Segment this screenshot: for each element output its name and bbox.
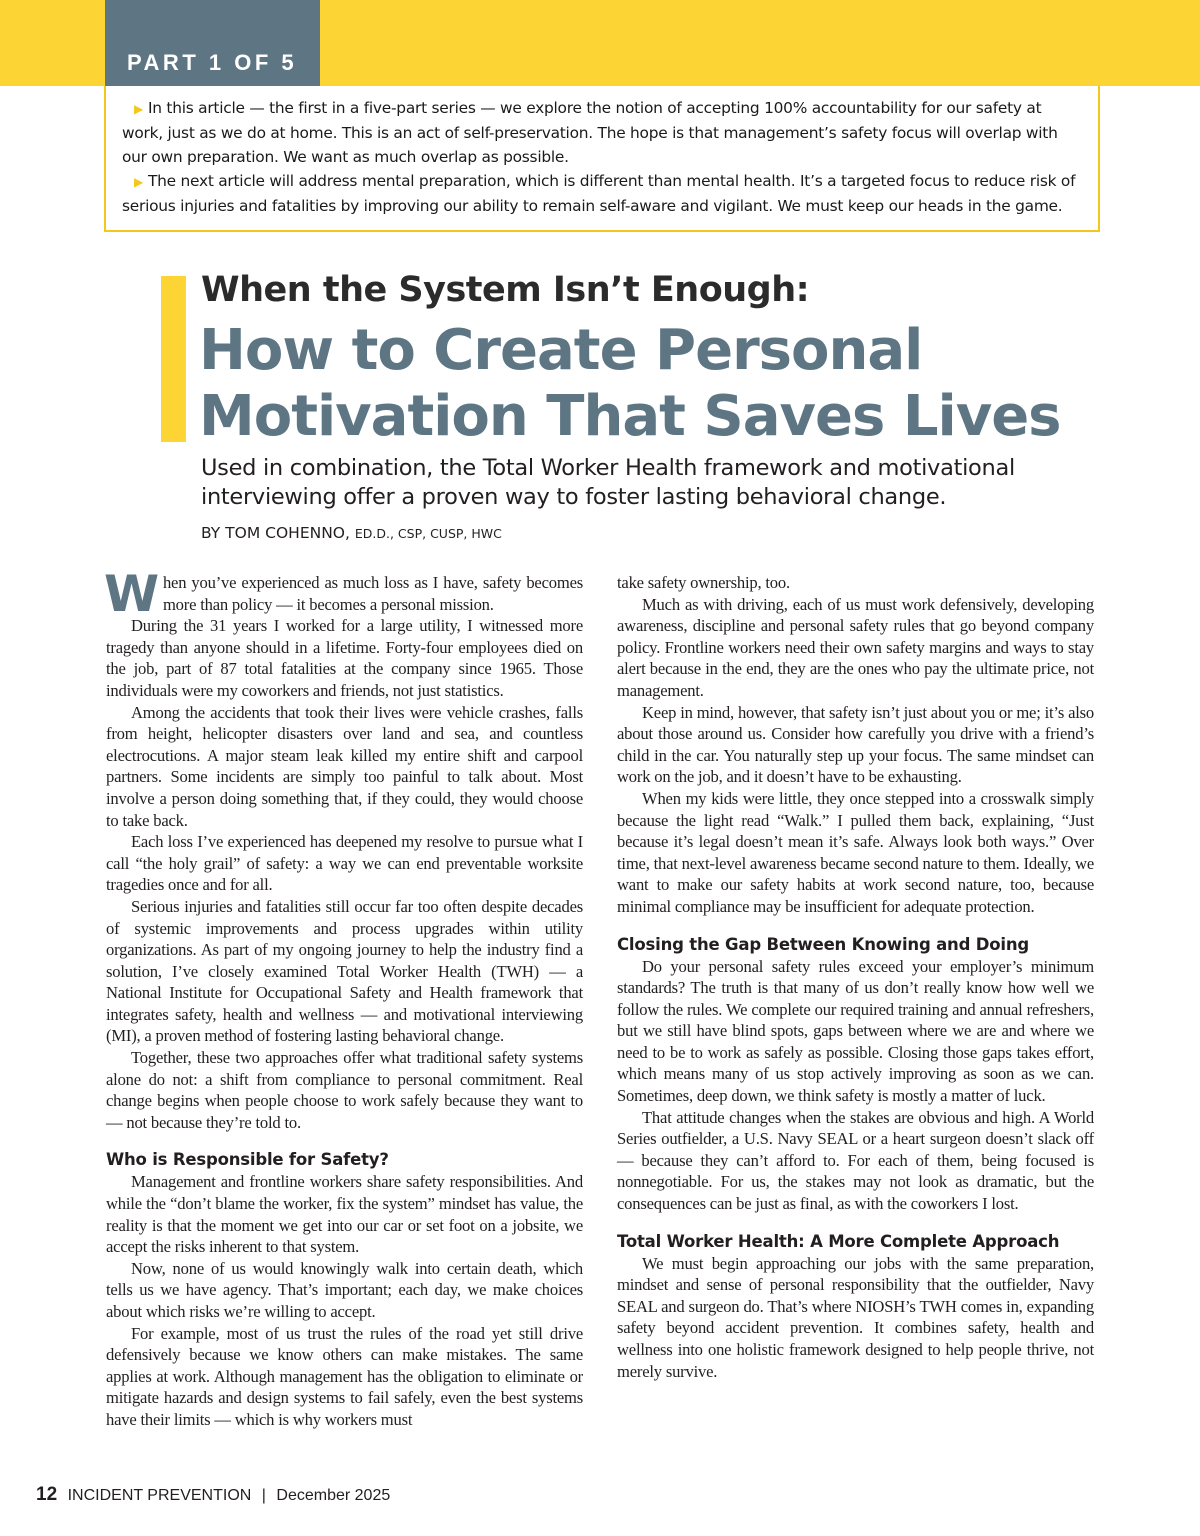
page-number: 12 bbox=[36, 1484, 58, 1505]
intro-summary-box bbox=[104, 86, 1100, 232]
right-column bbox=[617, 572, 1094, 1382]
intro-bullet-1-text: In this article — the first in a five-part series — we explore the notion of accepting 100% accountability for our safety at work, just as we do at home. This is an act of self-preservation. The hope is that management’s safety focus will overlap with our own preparation. We want as much overlap as possible. bbox=[122, 99, 1058, 166]
body-paragraph: Keep in mind, however, that safety isn’t just about you or me; it’s also about those around us. Consider how carefully you drive with a friend’s child in the car. You naturally step up your focus. The same mindset can work on the job, and it doesn’t have to be exhausting. bbox=[617, 702, 1094, 787]
body-paragraph: Much as with driving, each of us must work defensively, developing awareness, discipline and personal safety rules that go beyond company policy. Frontline workers need their own safety margins and ways to stay alert because in the end, they are the ones who pay the ultimate price, not management. bbox=[617, 594, 1094, 700]
drop-cap: W bbox=[104, 565, 159, 623]
byline-credentials: ED.D., CSP, CUSP, HWC bbox=[354, 526, 502, 541]
intro-bullet-1 bbox=[122, 96, 1080, 169]
left-column bbox=[104, 565, 583, 1431]
body-paragraph: We must begin approaching our jobs with the same preparation, mindset and sense of personal responsibility that the outfielder, Navy SEAL and surgeon do. That’s where NIOSH’s TWH comes in, expanding safety beyond accident prevention. It combines safety, health and wellness into one holistic framework designed to help people thrive, not merely survive. bbox=[617, 1253, 1094, 1381]
issue-date: December 2025 bbox=[276, 1487, 391, 1504]
body-paragraph: Together, these two approaches offer what traditional safety systems alone do not: a shift from compliance to personal commitment. Real change begins when people choose to work safely because they want to — not because they’re told to. bbox=[106, 1048, 583, 1132]
body-paragraph: For example, most of us trust the rules of the road yet still drive defensively because we know others can make mistakes. The same applies at work. Although management has the obligation to eliminate or mitigate hazards and design systems to fail safely, even the best systems have their limits — which is why workers must bbox=[106, 1323, 583, 1429]
part-label bbox=[105, 0, 320, 86]
byline-name: BY TOM COHENNO, bbox=[201, 524, 350, 542]
body-paragraph: Serious injuries and fatalities still occur far too often despite decades of systemic improvements and process upgrades within utility organizations. As part of my ongoing journey to help the industry find a solution, I’ve closely examined Total Worker Health (TWH) — a National Institute for Occupational Safety and Health framework that integrates safety, health and wellness — and motivational interviewing (MI), a proven method of fostering lasting behavioral change. bbox=[106, 896, 583, 1046]
intro-bullet-2-text: The next article will address mental preparation, which is different than mental health. It’s a targeted focus to reduce risk of serious injuries and fatalities by improving our ability to remain self-aware and vigilant. We must keep our heads in the game. bbox=[122, 172, 1076, 215]
publication-name: INCIDENT PREVENTION bbox=[67, 1487, 252, 1504]
opening-paragraph bbox=[104, 565, 583, 623]
body-paragraph: Management and frontline workers share safety responsibilities. And while the “don’t blame the worker, fix the system” mindset has value, the reality is that the moment we get into our car or set foot on a jobsite, we accept the risks inherent to that system. bbox=[106, 1172, 583, 1257]
intro-bullet-2 bbox=[122, 169, 1080, 218]
footer-separator: | bbox=[261, 1487, 266, 1504]
body-paragraph: Now, none of us would knowingly walk into certain death, which tells us we have agency. That’s important; each day, we make choices about which risks we’re willing to accept. bbox=[106, 1258, 583, 1321]
triangle-bullet-icon: ▶ bbox=[134, 102, 143, 116]
body-paragraph: Each loss I’ve experienced has deepened my resolve to pursue what I call “the holy grail” of safety: a way we can end preventable worksite tragedies once and for all. bbox=[106, 832, 583, 895]
article-headline: How to Create Personal Motivation That Saves Lives bbox=[199, 318, 1061, 449]
headline-accent-bar bbox=[161, 276, 186, 442]
page-footer bbox=[36, 1484, 390, 1506]
body-paragraph: Do your personal safety rules exceed your employer’s minimum standards? The truth is that many of us don’t really know how well we follow the rules. We complete our required training and annual refreshers, but we still have blind spots, gaps between where we are and where we need to be to work as safely as possible. Closing those gaps takes effort, which means many of us stop actively improving as soon as we can. Sometimes, deep down, we think safety is mostly a matter of luck. bbox=[617, 956, 1094, 1106]
article-kicker: When the System Isn’t Enough: bbox=[201, 270, 810, 310]
section-heading-closing-gap: Closing the Gap Between Knowing and Doing bbox=[617, 934, 1030, 954]
opening-paragraph-text: hen you’ve experienced as much loss as I have, safety becomes more than policy — it becomes a personal mission. bbox=[162, 573, 583, 614]
section-heading-responsibility: Who is Responsible for Safety? bbox=[106, 1150, 389, 1170]
article-deck: Used in combination, the Total Worker Health framework and motivational interviewing offer a proven way to foster lasting behavioral change. bbox=[201, 455, 1015, 510]
body-paragraph: During the 31 years I worked for a large utility, I witnessed more tragedy than anyone should in a lifetime. Forty-four employees died on the job, part of 87 total fatalities at the company since 1965. Those individuals were my coworkers and friends, not just statistics. bbox=[106, 616, 583, 700]
triangle-bullet-icon: ▶ bbox=[134, 175, 143, 189]
body-paragraph: When my kids were little, they once stepped into a crosswalk simply because the light read “Walk.” I pulled them back, explaining, “Just because it’s legal doesn’t mean it’s safe. Always look both ways.” Over time, that next-level awareness became second nature to them. Ideally, we want to make our safety habits at work second nature, too, because minimal compliance may be insufficient for adequate protection. bbox=[617, 788, 1094, 916]
continued-paragraph: take safety ownership, too. bbox=[617, 573, 790, 592]
section-heading-twh: Total Worker Health: A More Complete Approach bbox=[617, 1231, 1060, 1251]
body-paragraph: Among the accidents that took their lives were vehicle crashes, falls from height, helicopter disasters over land and sea, and countless electrocutions. A major steam leak killed my entire shift and carpool partners. Some incidents are simply too painful to talk about. Most involve a person doing something that, if they could, they would choose to take back. bbox=[106, 702, 583, 830]
part-label-text: PART 1 OF 5 bbox=[127, 50, 298, 75]
body-paragraph: That attitude changes when the stakes are obvious and high. A World Series outfielder, a U.S. Navy SEAL or a heart surgeon doesn’t slack off — because they can’t afford to. For each of them, being focused is nonnegotiable. For us, the stakes may not look as dramatic, but the consequences can be just as final, as with the coworkers I lost. bbox=[617, 1107, 1094, 1214]
byline bbox=[201, 524, 502, 542]
